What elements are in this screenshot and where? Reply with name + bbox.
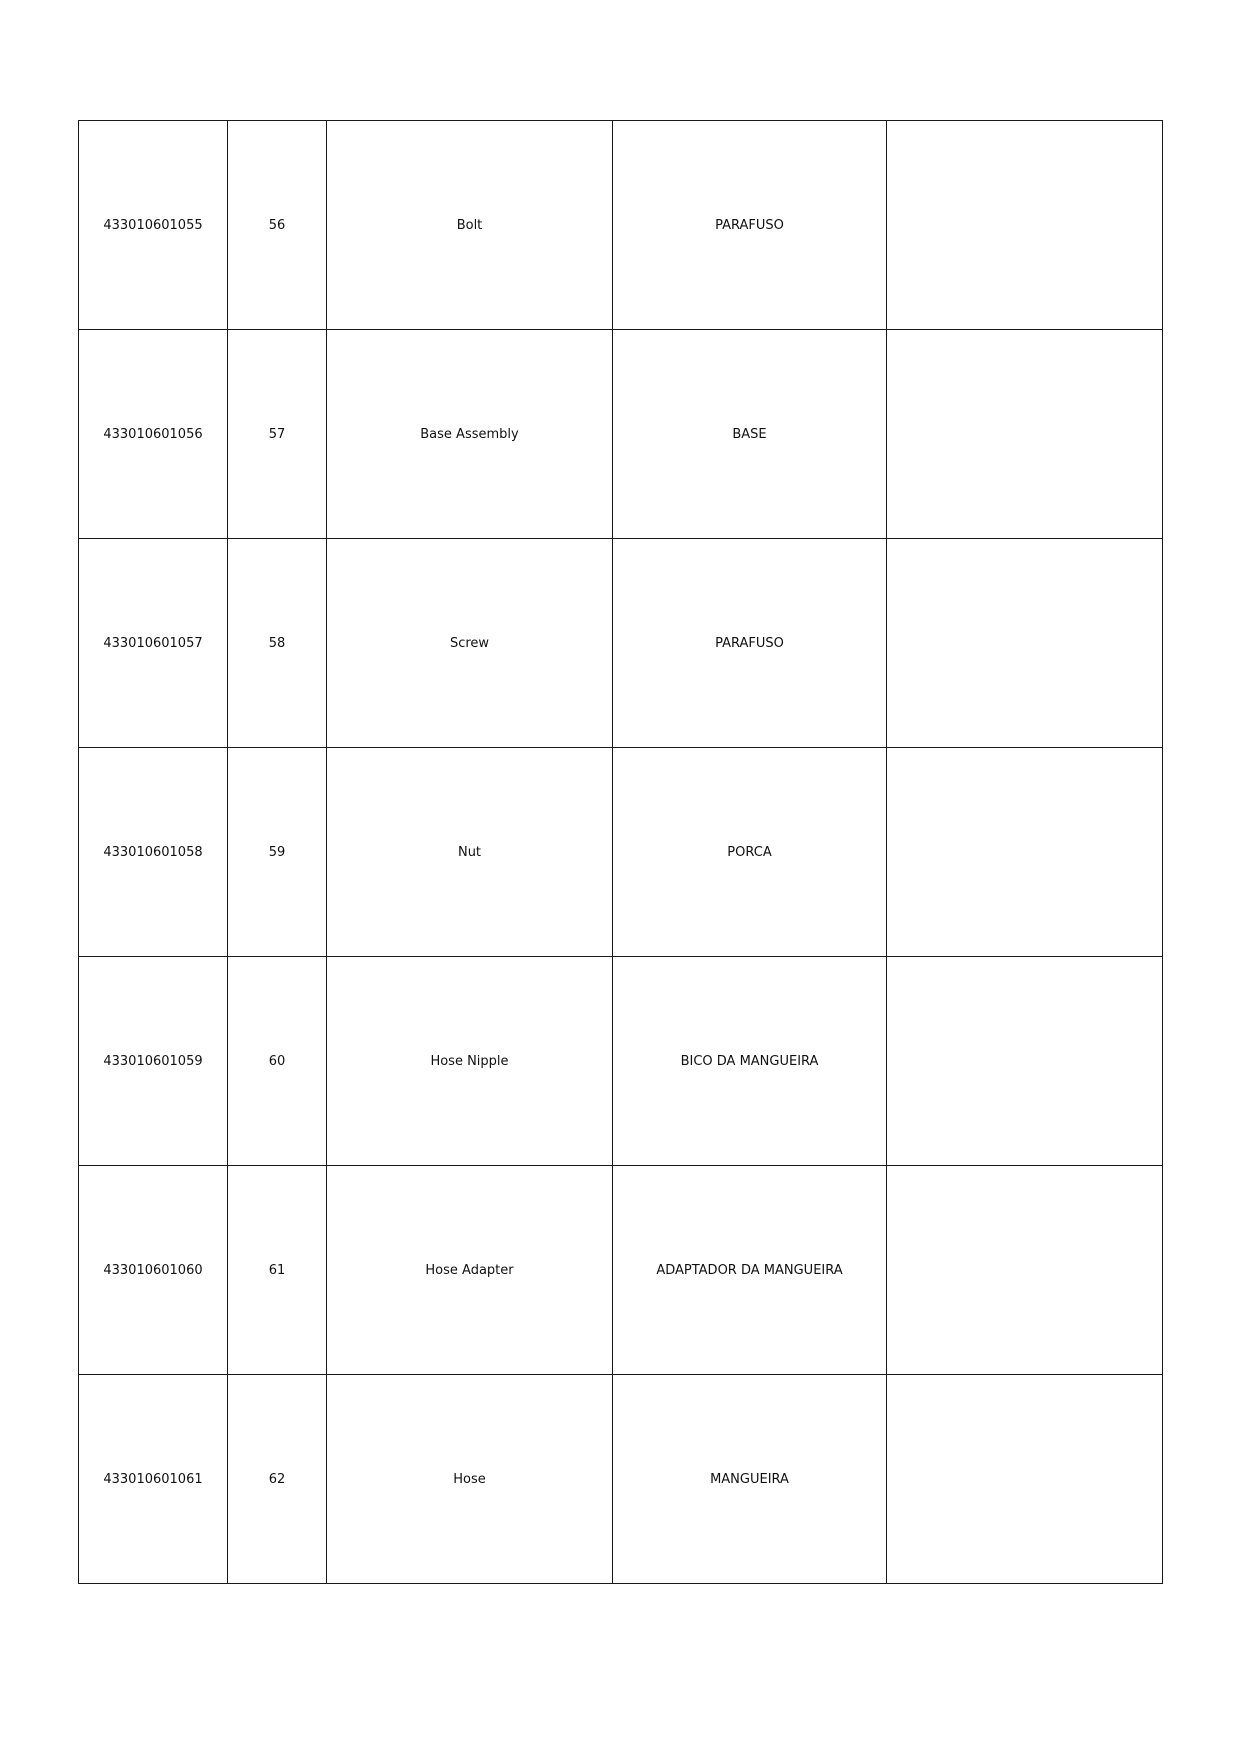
- part-code-cell: 433010601058: [79, 748, 228, 957]
- description-en-cell: Hose Nipple: [327, 957, 613, 1166]
- table-row: [79, 957, 1163, 1166]
- notes-cell: [887, 1375, 1163, 1584]
- part-code-cell: 433010601059: [79, 957, 228, 1166]
- item-number-cell: 60: [228, 957, 327, 1166]
- table-row: [79, 1166, 1163, 1375]
- description-pt-cell: ADAPTADOR DA MANGUEIRA: [613, 1166, 887, 1375]
- table-row: [79, 330, 1163, 539]
- part-code-cell: 433010601061: [79, 1375, 228, 1584]
- item-number-cell: 61: [228, 1166, 327, 1375]
- description-pt-cell: MANGUEIRA: [613, 1375, 887, 1584]
- description-pt-cell: BICO DA MANGUEIRA: [613, 957, 887, 1166]
- notes-cell: [887, 957, 1163, 1166]
- parts-table: [78, 120, 1163, 1584]
- item-number-cell: 58: [228, 539, 327, 748]
- table-row: [79, 539, 1163, 748]
- table-row: [79, 748, 1163, 957]
- description-en-cell: Base Assembly: [327, 330, 613, 539]
- description-en-cell: Hose Adapter: [327, 1166, 613, 1375]
- description-en-cell: Hose: [327, 1375, 613, 1584]
- part-code-cell: 433010601060: [79, 1166, 228, 1375]
- item-number-cell: 57: [228, 330, 327, 539]
- description-en-cell: Screw: [327, 539, 613, 748]
- description-pt-cell: PARAFUSO: [613, 539, 887, 748]
- item-number-cell: 56: [228, 121, 327, 330]
- notes-cell: [887, 121, 1163, 330]
- table-row: [79, 1375, 1163, 1584]
- description-en-cell: Bolt: [327, 121, 613, 330]
- notes-cell: [887, 1166, 1163, 1375]
- part-code-cell: 433010601057: [79, 539, 228, 748]
- description-en-cell: Nut: [327, 748, 613, 957]
- item-number-cell: 59: [228, 748, 327, 957]
- part-code-cell: 433010601056: [79, 330, 228, 539]
- description-pt-cell: PARAFUSO: [613, 121, 887, 330]
- description-pt-cell: BASE: [613, 330, 887, 539]
- notes-cell: [887, 330, 1163, 539]
- part-code-cell: 433010601055: [79, 121, 228, 330]
- item-number-cell: 62: [228, 1375, 327, 1584]
- description-pt-cell: PORCA: [613, 748, 887, 957]
- table-row: [79, 121, 1163, 330]
- notes-cell: [887, 748, 1163, 957]
- notes-cell: [887, 539, 1163, 748]
